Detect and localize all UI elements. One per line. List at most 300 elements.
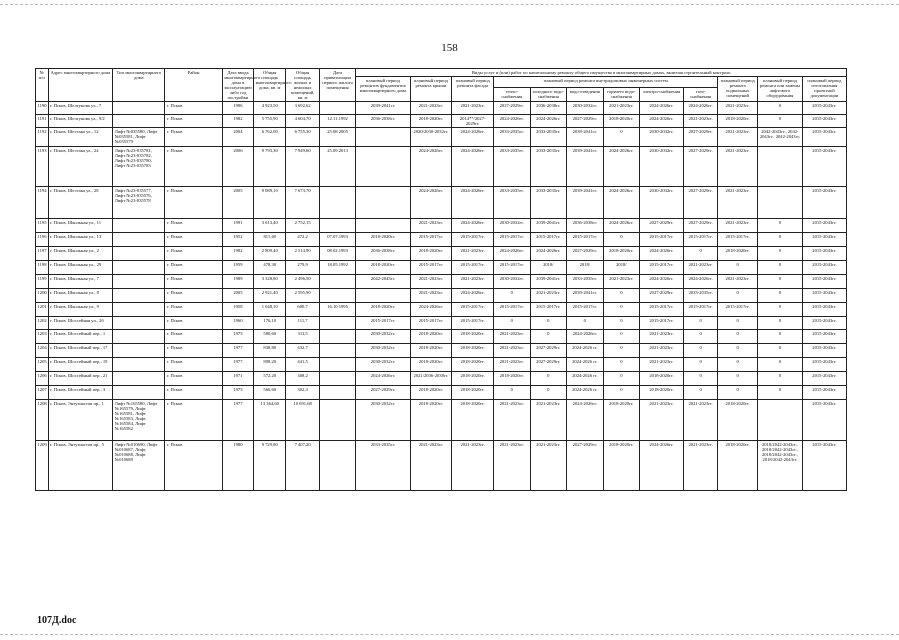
table-cell: 2024-2026гг.	[683, 102, 717, 115]
table-cell: г. Псков, Энтузиастов пр., 1	[48, 399, 113, 440]
table-cell: 1202	[36, 316, 49, 329]
table-cell: 2015-2043гг.	[802, 440, 846, 490]
table-cell: Лифт №165580, Лифт №165579, Лифт №165581, Лифт №165583, Лифт №165584, Лифт №165582	[113, 399, 165, 440]
table-row	[36, 186, 847, 218]
table-cell: 0	[494, 385, 531, 399]
table-cell: 2015-2043гг.	[802, 329, 846, 343]
table-cell: 4 604,70	[286, 115, 319, 128]
table-cell: 13 364,60	[254, 399, 286, 440]
table-cell	[319, 288, 356, 302]
table-cell: 2018-2020гг.	[452, 385, 494, 399]
table-cell: 2021-2023гг.	[410, 102, 452, 115]
table-cell: 2018-2020гг.	[640, 371, 684, 385]
table-cell: г. Псков	[165, 316, 222, 329]
table-cell: 2015-2017гг.	[718, 232, 758, 246]
table-cell: г. Псков	[165, 357, 222, 371]
table-cell: г. Псков, Школьная ул., 2	[48, 246, 113, 260]
table-cell: 0	[683, 329, 717, 343]
header-num: № п/п	[36, 69, 49, 102]
table-cell: 2039-2041гг.	[567, 128, 604, 146]
table-cell: г. Псков	[165, 343, 222, 357]
table-cell: г. Псков, Школьная ул., 7	[48, 274, 113, 288]
table-cell: 1196	[36, 232, 49, 246]
table-cell: 0	[757, 357, 802, 371]
table-cell: 2018-2020гг.	[718, 115, 758, 128]
header-district: Район	[165, 69, 222, 102]
table-cell: 1203	[36, 329, 49, 343]
table-cell: 2018-2020гг.	[603, 115, 640, 128]
table-cell: 1952	[222, 232, 253, 246]
table-cell: 0	[530, 371, 567, 385]
table-row	[36, 115, 847, 128]
header-year: Дата ввода многоквартирного дома в эксплуатацию либо год постройки	[224, 70, 261, 101]
table-cell: 2024-2026гг.	[567, 399, 604, 440]
table-cell: 2024-2026гг.	[410, 146, 452, 186]
table-cell: 2024-2026гг.	[603, 218, 640, 232]
table-cell: 2024-2026гг.	[494, 246, 531, 260]
table-cell: 2015-2043гг.	[802, 343, 846, 357]
table-cell: 1207	[36, 385, 49, 399]
table-cell: 2006	[222, 146, 253, 186]
table-cell: 2039-2041гг.	[567, 288, 604, 302]
table-cell: 2030-2032гг.	[356, 399, 410, 440]
table-cell: г. Псков	[165, 246, 222, 260]
table-cell: 25.08.2005	[319, 128, 356, 146]
table-cell	[356, 186, 410, 218]
table-cell	[113, 316, 165, 329]
table-cell: 2018-2020гг.	[410, 115, 452, 128]
table-cell: 2 595,90	[286, 288, 319, 302]
table-cell: 1209	[36, 440, 49, 490]
table-cell: 2033-2035гг.	[683, 288, 717, 302]
table-cell: 0	[757, 232, 802, 246]
table-cell: 2015-2043гг.	[802, 399, 846, 440]
table-cell: 2021-2023гг.	[494, 357, 531, 371]
table-cell: 0	[718, 343, 758, 357]
table-cell: 808,20	[254, 357, 286, 371]
table-cell: 2021-2023гг.	[718, 186, 758, 218]
table-cell: 2024-2026гг.	[640, 274, 684, 288]
table-cell: 2039-2041гг.	[567, 146, 604, 186]
table-row	[36, 371, 847, 385]
header-fund: плановый период ремонтов фундаментов многоквартирного дома	[356, 77, 410, 102]
table-row	[36, 329, 847, 343]
table-cell	[319, 357, 356, 371]
table-cell: 1208	[36, 399, 49, 440]
table-row	[36, 102, 847, 115]
table-cell: 0	[530, 385, 567, 399]
table-cell	[319, 186, 356, 218]
table-cell: г. Псков	[165, 288, 222, 302]
table-cell: 2015-2017гг.	[452, 302, 494, 316]
table-cell: г. Псков	[165, 115, 222, 128]
table-cell: 311,5	[286, 329, 319, 343]
table-cell: 2015-2043гг.	[802, 385, 846, 399]
table-cell	[113, 385, 165, 399]
table-cell: 600,7	[286, 302, 319, 316]
table-cell: 2018-2020гг.	[356, 302, 410, 316]
table-cell: 0	[718, 329, 758, 343]
table-cell: 0	[718, 260, 758, 274]
table-cell: 432,7	[286, 343, 319, 357]
table-cell: 1193	[36, 146, 49, 186]
table-cell: г. Псков	[165, 186, 222, 218]
table-cell: 2021-2023гг.	[494, 440, 531, 490]
table-cell: 2015-2043гг.	[802, 302, 846, 316]
table-cell: 7 949,60	[286, 146, 319, 186]
table-cell: 2030-2032гг.	[494, 218, 531, 232]
table-cell: 2015-2043гг.	[802, 146, 846, 186]
table-cell	[113, 302, 165, 316]
table-cell: 6 762,00	[254, 128, 286, 146]
table-row	[36, 246, 847, 260]
table-cell: 1975	[222, 329, 253, 343]
table-cell	[113, 357, 165, 371]
table-cell: 0	[603, 357, 640, 371]
table-cell: 0	[603, 371, 640, 385]
table-cell: 1 048,10	[254, 302, 286, 316]
table-cell	[319, 218, 356, 232]
table-cell: 1204	[36, 343, 49, 357]
table-cell: 2021-2023гг.	[452, 274, 494, 288]
table-cell: г. Псков, Шоссейный пер., 21	[48, 371, 113, 385]
table-cell: 2021-2023гг.	[640, 399, 684, 440]
table-row	[36, 288, 847, 302]
table-cell: 2024-2026 гг.	[567, 371, 604, 385]
table-cell: 2021-2023гг.	[718, 274, 758, 288]
table-cell: 2018-2020гг.	[603, 399, 640, 440]
table-cell: 2024-2026гг.	[410, 186, 452, 218]
table-cell: 9 793,30	[254, 146, 286, 186]
table-cell: 0	[757, 218, 802, 232]
table-cell: г. Псков	[165, 440, 222, 490]
table-cell: 0	[757, 302, 802, 316]
table-cell: 0	[530, 329, 567, 343]
table-cell: 2024-2026гг.	[683, 274, 717, 288]
table-cell: 3 613,40	[254, 218, 286, 232]
table-cell: 2004	[222, 128, 253, 146]
table-cell: 2033-2035гг.	[530, 128, 567, 146]
table-cell: 2024-2026гг.	[530, 246, 567, 260]
header-facade: плановый период ремонта фасада	[452, 77, 494, 102]
table-cell: г. Псков	[165, 302, 222, 316]
table-cell: 1190	[36, 102, 49, 115]
table-cell: 2021-2023гг.	[410, 288, 452, 302]
table-cell: 2024-2026гг.	[603, 146, 640, 186]
table-cell: 2015-2017гг.	[494, 302, 531, 316]
table-cell: 5 755,90	[254, 115, 286, 128]
table-cell: 2024-2026 гг.	[567, 357, 604, 371]
table-cell: 2015-2017гг.	[640, 260, 684, 274]
table-cell: 2 752,15	[286, 218, 319, 232]
table-cell: 1194	[36, 186, 49, 218]
table-cell: 2027-2029гг.	[683, 186, 717, 218]
table-cell: Лифт №23-035577, Лифт №23-035576, Лифт №23-035578	[113, 186, 165, 218]
table-cell: г. Псков, Энтузиастов пр., 5	[48, 440, 113, 490]
table-cell: 2021-2023гг.	[640, 357, 684, 371]
table-cell: 308,2	[286, 371, 319, 385]
table-cell: 9 089,10	[254, 186, 286, 218]
table-cell: 0	[757, 288, 802, 302]
table-row	[36, 260, 847, 274]
table-cell: 2024-2026 гг.	[567, 343, 604, 357]
table-cell: 2027-2029гг.	[567, 115, 604, 128]
table-cell: г. Псков, Шелгунова ул., 9/2	[48, 115, 113, 128]
table-cell: 2033-2035гг.	[494, 186, 531, 218]
table-cell	[319, 329, 356, 343]
table-cell: 2018-2020гг.	[410, 357, 452, 371]
table-cell: 2018/	[567, 260, 604, 274]
table-cell	[319, 102, 356, 115]
table-cell: 2033-2035гг.	[530, 146, 567, 186]
table-cell: 2024-2026гг.	[640, 115, 684, 128]
table-cell: 1980	[222, 440, 253, 490]
table-cell: 2021-2023гг.	[494, 343, 531, 357]
table-cell: 2015-2043гг.	[802, 288, 846, 302]
table-cell: г. Псков	[165, 146, 222, 186]
table-cell	[113, 343, 165, 357]
table-cell: 2021-2023гг.	[410, 440, 452, 490]
table-cell	[319, 371, 356, 385]
table-cell: 2015-2017гг.	[567, 232, 604, 246]
table-cell: 1205	[36, 357, 49, 371]
table-cell: 2015-2017гг.	[640, 302, 684, 316]
table-cell: 2015-2017гг.	[530, 232, 567, 246]
table-cell: 2024-2026гг.	[640, 102, 684, 115]
table-cell: 25.09.2013	[319, 146, 356, 186]
table-cell: 2027-2029гг.	[530, 357, 567, 371]
table-cell: 2027-2029гг.	[640, 218, 684, 232]
table-cell: 0	[757, 274, 802, 288]
header-gas: газо-снабжения	[683, 87, 717, 101]
header-total-area: Общая площадь многоквартирного дома, кв. м	[254, 69, 286, 102]
table-cell: 2015-2043гг.	[802, 232, 846, 246]
table-cell: 2021-2023гг.	[530, 399, 567, 440]
table-cell: 279,9	[286, 260, 319, 274]
table-cell: 0	[603, 343, 640, 357]
table-cell: 2018-2020гг.	[603, 440, 640, 490]
table-cell: 0	[718, 357, 758, 371]
table-cell: г. Псков, Шоссейный пер., 3	[48, 385, 113, 399]
table-cell: 0	[494, 316, 531, 329]
table-cell: 2039-2041гг.	[530, 218, 567, 232]
header-project: плановый период изготовления проектной документации	[802, 77, 846, 102]
table-cell: 1191	[36, 115, 49, 128]
table-cell: 2015-2043гг.	[802, 274, 846, 288]
table-cell: 2027-2029гг.	[494, 102, 531, 115]
table-cell: г. Псков, Школьная ул., 11	[48, 218, 113, 232]
table-cell: 2015-2017гг.	[452, 260, 494, 274]
table-cell: 0	[757, 260, 802, 274]
table-cell: 2015-2043гг.	[802, 128, 846, 146]
table-cell: 2027-2029гг.	[683, 128, 717, 146]
table-cell: 2036-2038гг.	[356, 115, 410, 128]
table-cell: 2030-2032гг.	[640, 186, 684, 218]
table-cell: 0	[603, 288, 640, 302]
table-cell: 0	[683, 385, 717, 399]
table-cell: 811,40	[254, 232, 286, 246]
table-cell: 3 692,62	[286, 102, 319, 115]
table-cell: 2021-2023гг.	[494, 399, 531, 440]
table-cell: 2021-2023гг.	[530, 288, 567, 302]
table-cell: 0	[683, 357, 717, 371]
table-cell: 2027-2029гг.	[640, 288, 684, 302]
table-cell: 111,7	[286, 316, 319, 329]
table-cell	[757, 399, 802, 440]
table-cell: 0	[494, 288, 531, 302]
table-cell: 2030-2032гг.	[356, 357, 410, 371]
header-elevator: плановый период ремонта или замены лифтового оборудования	[757, 77, 802, 102]
table-cell: 2021-2023гг.	[603, 102, 640, 115]
table-cell: 1959	[222, 260, 253, 274]
table-cell: 1982	[222, 115, 253, 128]
table-cell: 2021-2023гг.	[718, 218, 758, 232]
table-cell: 302,3	[286, 385, 319, 399]
table-cell: 2014**/2027-2029гг.	[452, 115, 494, 128]
table-cell: 1199	[36, 274, 49, 288]
table-row	[36, 232, 847, 246]
table-cell: 2021-2023гг.	[410, 218, 452, 232]
table-cell: г. Псков, Шоссейный пер., 19	[48, 357, 113, 371]
table-cell: 2036-2038гг.	[356, 246, 410, 260]
table-cell: 16.10.1995	[319, 302, 356, 316]
table-cell: 2027-2029гг.	[683, 218, 717, 232]
table-cell: 2021-2023гг.	[530, 440, 567, 490]
table-cell: 0	[603, 232, 640, 246]
table-cell: 2033-2035гг.	[567, 274, 604, 288]
table-cell: 0	[603, 302, 640, 316]
table-cell: 2018-2020гг.	[410, 385, 452, 399]
header-type: Тип многоквартирного дома	[113, 69, 165, 102]
table-cell: 2024-2026гг.	[410, 302, 452, 316]
page-number: 158	[441, 42, 458, 54]
table-cell: 3 328,80	[254, 274, 286, 288]
table-cell: 580,60	[254, 329, 286, 343]
table-cell	[113, 218, 165, 232]
table-cell: 2015-2017гг.	[452, 316, 494, 329]
table-cell: 1982	[222, 246, 253, 260]
scan-edge-top	[0, 4, 899, 6]
table-cell: 2033-2035гг.	[494, 128, 531, 146]
table-row	[36, 357, 847, 371]
table-cell: 2018-2020гг.	[410, 246, 452, 260]
table-cell: 2018-2020гг.	[718, 399, 758, 440]
table-cell: г. Псков	[165, 232, 222, 246]
table-cell: 0	[603, 329, 640, 343]
table-cell: 0	[603, 385, 640, 399]
table-cell: 2018/2042-2043гг., 2018/2042-2043гг., 2018/2042-2043гг., 2018/2042-2043гг.	[757, 440, 802, 490]
header-living-area: Общая площадь жилых и нежилых помещений, кв. м	[286, 69, 319, 102]
table-cell: 2024-2026гг.	[452, 146, 494, 186]
table-cell: г. Псков	[165, 371, 222, 385]
table-cell: 2018-2020гг.	[356, 232, 410, 246]
header-systems-group: плановый период ремонта внутридомовых инженерных систем	[494, 77, 718, 88]
table-cell	[319, 316, 356, 329]
table-row	[36, 385, 847, 399]
table-header	[36, 69, 847, 102]
table-cell: 2021-2023гг.	[683, 260, 717, 274]
table-cell: 07.07.1993	[319, 232, 356, 246]
file-name: 107Д.doc	[37, 615, 77, 626]
table-cell: г. Псков, Шоссейная ул., 2б	[48, 316, 113, 329]
table-cell: 2021-2023гг.	[683, 115, 717, 128]
table-cell: 2018-2020гг.	[410, 329, 452, 343]
table-cell: г. Псков, Школьная ул., 8	[48, 288, 113, 302]
table-cell	[356, 128, 410, 146]
table-cell: 2030-2032гг.	[640, 128, 684, 146]
table-row	[36, 343, 847, 357]
table-cell	[319, 385, 356, 399]
table-cell: 2018-2020гг.	[718, 246, 758, 260]
table-cell: Лифт №010690, Лифт №010687, Лифт №010688, Лифт №010689	[113, 440, 165, 490]
table-cell: 12.11.1992	[319, 115, 356, 128]
table-cell: 2015-2017гг.	[494, 232, 531, 246]
table-cell: 2024-2026гг.	[640, 440, 684, 490]
table-cell: 08.02.1993	[319, 246, 356, 260]
header-drain: водо-отведения	[567, 87, 604, 101]
table-cell: 0	[683, 246, 717, 260]
table-cell: 7 673,70	[286, 186, 319, 218]
table-cell: 2030-2032гг.	[356, 329, 410, 343]
table-cell: 6 755,30	[286, 128, 319, 146]
table-cell: 2033-2035гг.	[356, 440, 410, 490]
table-cell: 2015-2043гг.	[802, 218, 846, 232]
table-cell: г. Псков, Шоссейный пер., 17	[48, 343, 113, 357]
table-cell: 478,30	[254, 260, 286, 274]
table-cell: 2015-2017гг.	[410, 260, 452, 274]
table-cell: 10 691,68	[286, 399, 319, 440]
table-cell	[356, 146, 410, 186]
table-cell: 2015-2017гг.	[452, 232, 494, 246]
table-cell	[113, 115, 165, 128]
table-row	[36, 274, 847, 288]
table-cell: 1991	[222, 218, 253, 232]
table-cell: 1975	[222, 385, 253, 399]
table-cell: 2039-2041гг.	[530, 274, 567, 288]
table-cell: 176,10	[254, 316, 286, 329]
table-cell: 2015-2043гг.	[802, 357, 846, 371]
header-electric: электро-снабжения	[640, 87, 684, 101]
header-privat-date: Дата приватизации первого жилого помещения	[319, 69, 356, 102]
table-cell: 0	[757, 371, 802, 385]
table-cell: 2005	[222, 186, 253, 218]
table-cell: 7 407,20	[286, 440, 319, 490]
table-cell	[113, 232, 165, 246]
table-cell: 2015-2017гг.	[410, 232, 452, 246]
table-row	[36, 399, 847, 440]
table-cell: 2015-2043гг.	[802, 371, 846, 385]
table-cell: 2018-2020гг.	[452, 343, 494, 357]
table-row	[36, 146, 847, 186]
table-cell: 2027-2029гг.	[356, 385, 410, 399]
table-cell: 2036-2038гг.	[530, 102, 567, 115]
table-cell: 2030-2032гг.	[640, 146, 684, 186]
header-cold-water: холодного водо-снабжения	[530, 87, 567, 101]
table-cell: 1977	[222, 357, 253, 371]
table-cell: г. Псков, Школьная ул., 9	[48, 302, 113, 316]
table-cell: Лифт №035580, Лифт №035581, Лифт №035579	[113, 128, 165, 146]
table-cell: 2018-2020гг.	[410, 343, 452, 357]
table-cell: 2042-2043гг.	[356, 274, 410, 288]
table-cell: 566,60	[254, 385, 286, 399]
table-cell: 838,80	[254, 343, 286, 357]
table-cell: 2024-2026гг.	[452, 288, 494, 302]
table-cell: г. Псков	[165, 128, 222, 146]
header-hot-water: горячего водо-снабжения	[603, 87, 640, 101]
table-cell: 1989	[222, 274, 253, 288]
table-cell: 2024-2026 гг.	[567, 385, 604, 399]
table-cell: 2 809,40	[254, 246, 286, 260]
